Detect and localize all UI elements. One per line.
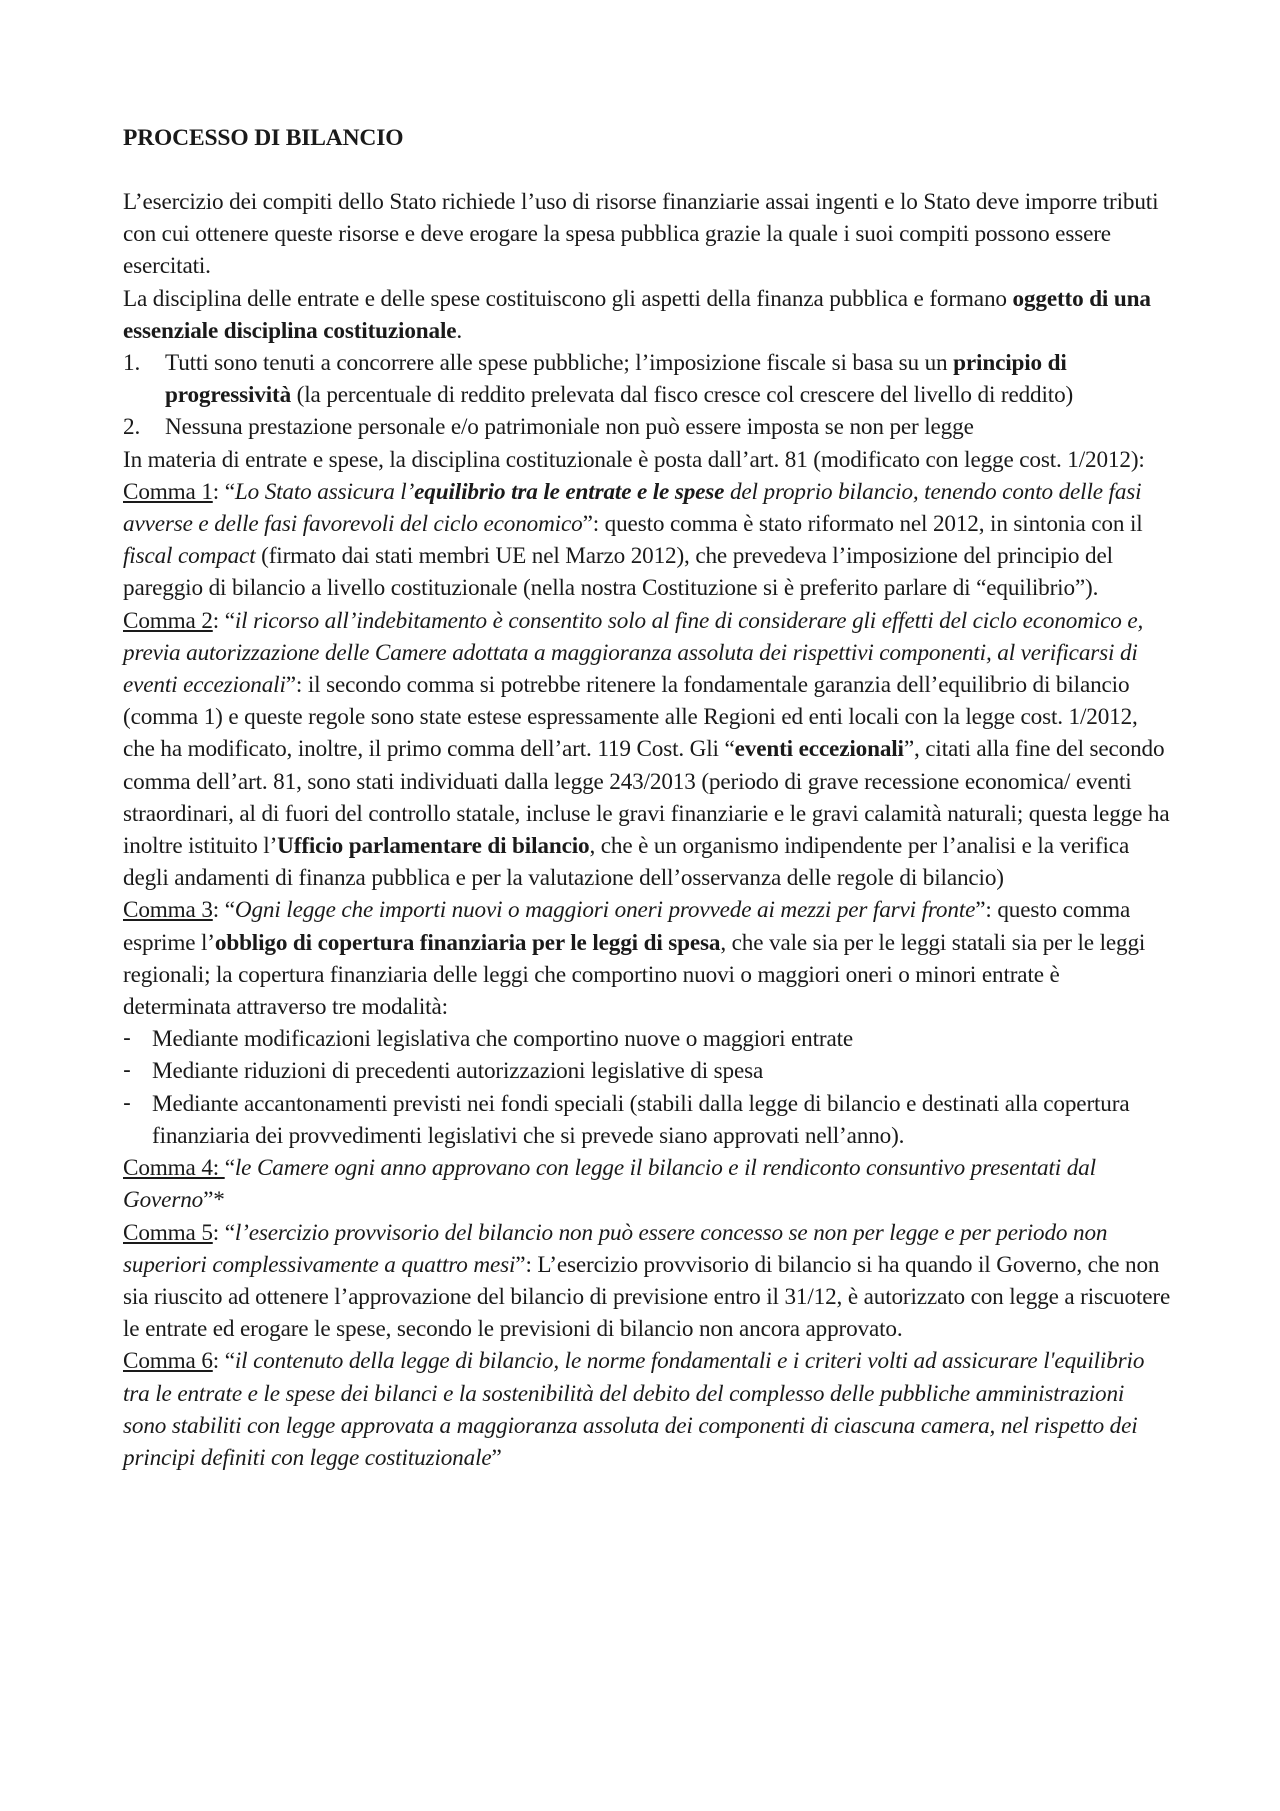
comma-label: Comma 6 bbox=[123, 1348, 213, 1375]
comma-label: Comma 2 bbox=[123, 607, 213, 634]
numbered-list bbox=[123, 347, 1173, 444]
list-item: 1. Tutti sono tenuti a concorrere alle spese pubbliche; l’imposizione fiscale si basa su un principio di progressività (la percentuale di reddito prelevata dal fisco cresce col crescere del livello di reddito) bbox=[123, 350, 1074, 409]
comma-label: Comma 5 bbox=[123, 1219, 213, 1246]
dash-bullet: - bbox=[123, 1090, 131, 1116]
art81-intro: In materia di entrate e spese, la disciplina costituzionale è posta dall’art. 81 (modificato con legge cost. 1/2012): bbox=[123, 446, 1145, 473]
intro-paragraph-1: L’esercizio dei compiti dello Stato richiede l’uso di risorse finanziarie assai ingenti e lo Stato deve imporre tributi con cui ottenere queste risorse e deve erogare la spesa pubblica grazie la quale i suoi compiti possono essere esercitati. bbox=[123, 189, 1159, 280]
comma-label: Comma 1 bbox=[123, 478, 213, 505]
comma-1: Comma 1: “Lo Stato assicura l’equilibrio tra le entrate e le spese del proprio bilancio, tenendo conto delle fasi avverse e delle fasi favorevoli del ciclo economico”: questo comma è stato riformato nel 2012, in sintonia con il fiscal compact (firmato dai stati membri UE nel Marzo 2012), che prevedeva l’imposizione del principio del pareggio di bilancio a livello costituzionale (nella nostra Costituzione si è preferito parlare di “equilibrio”). bbox=[123, 478, 1143, 602]
comma-5: Comma 5: “l’esercizio provvisorio del bilancio non può essere concesso se non per legge e per periodo non superiori complessivamente a quattro mesi”: L’esercizio provvisorio di bilancio si ha quando il Governo, che non sia riuscito ad ottenere l’approvazione del bilancio di previsione entro il 31/12, è autorizzato con legge a riscuotere le entrate ed erogare le spese, secondo le previsioni di bilancio non ancora approvato. bbox=[123, 1219, 1171, 1343]
comma-label: Comma 3 bbox=[123, 897, 213, 924]
comma-label: Comma 4: bbox=[123, 1155, 225, 1182]
comma-4: Comma 4: “le Camere ogni anno approvano con legge il bilancio e il rendiconto consuntivo presentati dal Governo”* bbox=[123, 1155, 1096, 1214]
intro-paragraph-2: La disciplina delle entrate e delle spese costituiscono gli aspetti della finanza pubblica e formano oggetto di una essenziale disciplina costituzionale. bbox=[123, 285, 1151, 344]
comma-6: Comma 6: “il contenuto della legge di bilancio, le norme fondamentali e i criteri volti ad assicurare l'equilibrio tra le entrate e le spese dei bilanci e la sostenibilità del debito del complesso delle pubbliche amministrazioni sono stabiliti con legge approvata a maggioranza assoluta dei componenti di ciascuna camera, nel rispetto dei principi definiti con legge costituzionale” bbox=[123, 1348, 1145, 1471]
list-item: - Mediante riduzioni di precedenti autorizzazioni legislative di spesa bbox=[123, 1055, 1173, 1087]
comma-2: Comma 2: “il ricorso all’indebitamento è consentito solo al fine di considerare gli effetti del ciclo economico e, previa autorizzazione delle Camere adottata a maggioranza assoluta dei rispettivi componenti, al verificarsi di eventi eccezionali”: il secondo comma si potrebbe ritenere la fondamentale garanzia dell’equilibrio di bilancio (comma 1) e queste regole sono state estese espressamente alle Regioni ed enti locali con la legge cost. 1/2012, che ha modificato, inoltre, il primo comma dell’art. 119 Cost. Gli “eventi eccezionali”, citati alla fine del secondo comma dell’art. 81, sono stati individuati dalla legge 243/2013 (periodo di grave recessione economica/ eventi straordinari, al di fuori del controllo statale, incluse le gravi finanziarie e le gravi calamità naturali; questa legge ha inoltre istituito l’Ufficio parlamentare di bilancio, che è un organismo indipendente per l’analisi e la verifica degli andamenti di finanza pubblica e per la valutazione dell’osservanza delle regole di bilancio) bbox=[123, 607, 1170, 892]
dash-bullet: - bbox=[123, 1026, 131, 1052]
list-item: 2. Nessuna prestazione personale e/o patrimoniale non può essere imposta se non per legge bbox=[123, 414, 974, 441]
list-item: - Mediante accantonamenti previsti nei fondi speciali (stabili dalla legge di bilancio e destinati alla copertura finanziaria dei provvedimenti legislativi che si prevede siano approvati nell’anno). bbox=[123, 1088, 1173, 1152]
document-page bbox=[123, 122, 1173, 1474]
dash-bullet: - bbox=[123, 1058, 131, 1084]
bold-phrase: oggetto di una essenziale disciplina costituzionale bbox=[123, 285, 1151, 344]
comma-3: Comma 3: “Ogni legge che importi nuovi o maggiori oneri provvede ai mezzi per farvi fronte”: questo comma esprime l’obbligo di copertura finanziaria per le leggi di spesa, che vale sia per le leggi statali sia per le leggi regionali; la copertura finanziaria delle leggi che comportino nuovi o maggiori oneri o minori entrate è determinata attraverso tre modalità: bbox=[123, 897, 1146, 1021]
list-item: - Mediante modificazioni legislativa che comportino nuove o maggiori entrate bbox=[123, 1023, 1173, 1055]
coverage-list bbox=[123, 1023, 1173, 1152]
page-title: PROCESSO DI BILANCIO bbox=[123, 125, 404, 151]
